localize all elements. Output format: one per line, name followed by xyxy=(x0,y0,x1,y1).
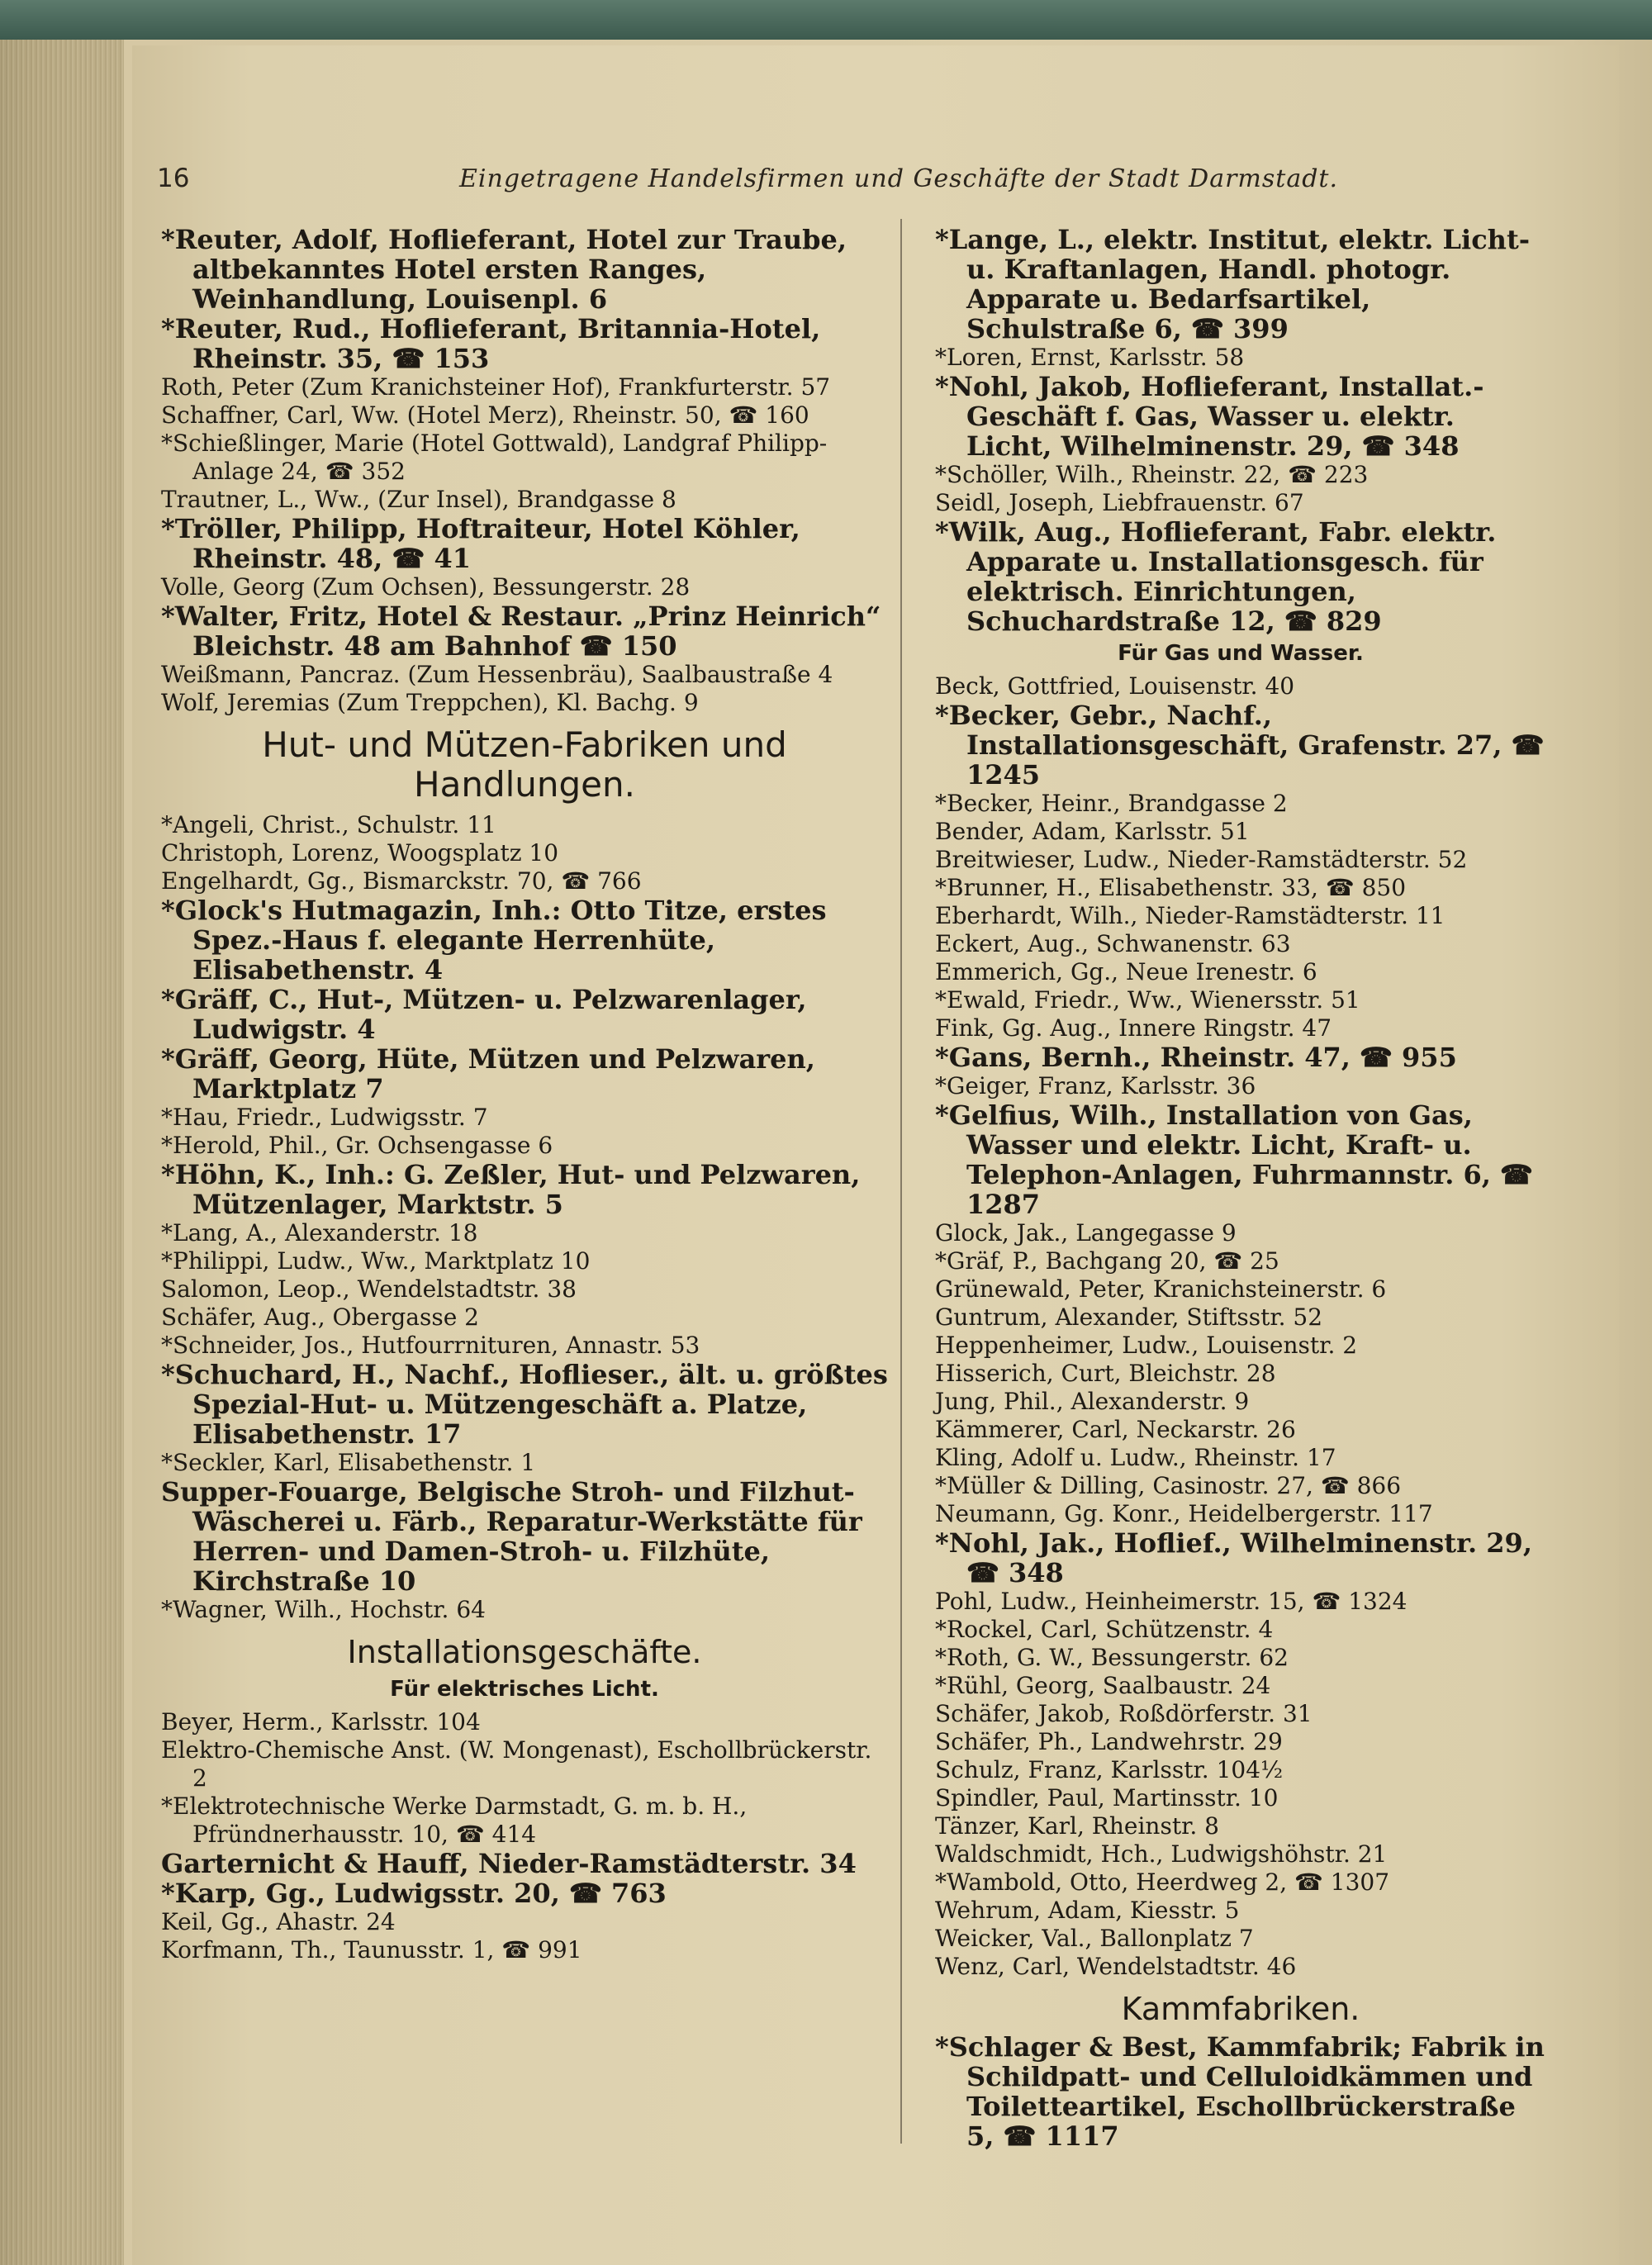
directory-entry: Trautner, L., Ww., (Zur Insel), Brandgasse 8 xyxy=(161,486,676,513)
directory-entry: *Gräff, C., Hut-, Mützen- u. Pelzwarenlager, Ludwigstr. 4 xyxy=(161,984,807,1045)
directory-entry: *Becker, Gebr., Nachf., Installationsgeschäft, Grafenstr. 27, ☎ 1245 xyxy=(935,700,1545,791)
directory-entry: Schäfer, Jakob, Roßdörferstr. 31 xyxy=(935,1700,1313,1727)
directory-entry: *Lang, A., Alexanderstr. 18 xyxy=(161,1219,478,1246)
directory-entry: Heppenheimer, Ludw., Louisenstr. 2 xyxy=(935,1332,1358,1359)
directory-entry: Schäfer, Ph., Landwehrstr. 29 xyxy=(935,1728,1283,1755)
directory-entry: *Gräf, P., Bachgang 20, ☎ 25 xyxy=(935,1247,1279,1275)
directory-entry: Wehrum, Adam, Kiesstr. 5 xyxy=(935,1897,1240,1924)
directory-entry: *Seckler, Karl, Elisabethenstr. 1 xyxy=(161,1449,536,1476)
directory-entry: *Karp, Gg., Ludwigsstr. 20, ☎ 763 xyxy=(161,1878,667,1909)
directory-entry: Glock, Jak., Langegasse 9 xyxy=(935,1219,1237,1246)
directory-entry: Neumann, Gg. Konr., Heidelbergerstr. 117 xyxy=(935,1500,1433,1527)
directory-entry: Supper-Fouarge, Belgische Stroh- und Filzhut-Wäscherei u. Färb., Reparatur-Werkstätte für Herren- und Damen-Stroh- u. Filzhüte, Kirchstraße 10 xyxy=(161,1476,862,1597)
directory-entry: *Ewald, Friedr., Ww., Wienersstr. 51 xyxy=(935,986,1360,1014)
left-column xyxy=(161,225,888,1964)
directory-entry: Eberhardt, Wilh., Nieder-Ramstädterstr. 11 xyxy=(935,902,1446,929)
section-heading-hat-shops: Hut- und Mützen-Fabriken und Handlungen. xyxy=(262,724,787,805)
entry-list xyxy=(935,2032,1546,2151)
directory-entry: Korfmann, Th., Taunusstr. 1, ☎ 991 xyxy=(161,1936,582,1963)
directory-entry: Breitwieser, Ludw., Nieder-Ramstädterstr. 52 xyxy=(935,846,1468,873)
directory-entry: *Wilk, Aug., Hoflieferant, Fabr. elektr. Apparate u. Installationsgesch. für elektrisch. Einrichtungen, Schuchardstraße 12, ☎ 829 xyxy=(935,516,1497,637)
directory-entry: Garternicht & Hauff, Nieder-Ramstädterstr. 34 xyxy=(161,1848,857,1879)
directory-entry: Grünewald, Peter, Kranichsteinerstr. 6 xyxy=(935,1275,1387,1303)
directory-entry: *Schlager & Best, Kammfabrik; Fabrik in Schildpatt- und Celluloidkämmen und Toiletteartikel, Eschollbrückerstraße 5, ☎ 1117 xyxy=(935,2031,1545,2152)
directory-entry: *Wambold, Otto, Heerdweg 2, ☎ 1307 xyxy=(935,1869,1390,1896)
directory-entry: *Roth, G. W., Bessungerstr. 62 xyxy=(935,1644,1289,1671)
directory-entry: *Wagner, Wilh., Hochstr. 64 xyxy=(161,1596,486,1623)
directory-entry: *Geiger, Franz, Karlsstr. 36 xyxy=(935,1072,1256,1099)
page-edges xyxy=(0,0,124,2265)
directory-entry: *Schneider, Jos., Hutfourrnituren, Annastr. 53 xyxy=(161,1332,700,1359)
directory-entry: Hisserich, Curt, Bleichstr. 28 xyxy=(935,1360,1276,1387)
right-column xyxy=(935,225,1546,2151)
directory-entry: Kling, Adolf u. Ludw., Rheinstr. 17 xyxy=(935,1444,1336,1471)
directory-entry: Eckert, Aug., Schwanenstr. 63 xyxy=(935,930,1291,957)
directory-entry: Schaffner, Carl, Ww. (Hotel Merz), Rheinstr. 50, ☎ 160 xyxy=(161,401,809,429)
directory-entry: *Angeli, Christ., Schulstr. 11 xyxy=(161,811,496,838)
directory-entry: *Herold, Phil., Gr. Ochsengasse 6 xyxy=(161,1132,553,1159)
directory-entry: Guntrum, Alexander, Stiftsstr. 52 xyxy=(935,1303,1323,1331)
directory-entry: Fink, Gg. Aug., Innere Ringstr. 47 xyxy=(935,1014,1332,1042)
directory-entry: Bender, Adam, Karlsstr. 51 xyxy=(935,818,1250,845)
directory-entry: Seidl, Joseph, Liebfrauenstr. 67 xyxy=(935,489,1304,516)
directory-entry: Pohl, Ludw., Heinheimerstr. 15, ☎ 1324 xyxy=(935,1588,1408,1615)
subheading-gas-water: Für Gas und Wasser. xyxy=(1118,641,1364,666)
directory-entry: *Lange, L., elektr. Institut, elektr. Licht- u. Kraftanlagen, Handl. photogr. Apparate u. Bedarfsartikel, Schulstraße 6, ☎ 399 xyxy=(935,224,1530,344)
page-number: 16 xyxy=(157,164,190,193)
directory-entry: *Schöller, Wilh., Rheinstr. 22, ☎ 223 xyxy=(935,461,1369,488)
directory-entry: *Müller & Dilling, Casinostr. 27, ☎ 866 xyxy=(935,1472,1402,1499)
directory-entry: Beck, Gottfried, Louisenstr. 40 xyxy=(935,672,1295,700)
column-divider xyxy=(900,219,902,2144)
section-heading-installation: Installationsgeschäfte. xyxy=(347,1634,702,1670)
directory-entry: Jung, Phil., Alexanderstr. 9 xyxy=(935,1388,1250,1415)
directory-entry: *Rühl, Georg, Saalbaustr. 24 xyxy=(935,1672,1271,1699)
running-head-title: Eingetragene Handelsfirmen und Geschäfte der Stadt Darmstadt. xyxy=(459,164,1338,193)
section-heading-comb-factories: Kammfabriken. xyxy=(1121,1991,1360,2027)
directory-entry: Keil, Gg., Ahastr. 24 xyxy=(161,1908,396,1935)
directory-entry: Tänzer, Karl, Rheinstr. 8 xyxy=(935,1812,1219,1840)
directory-entry: *Reuter, Rud., Hoflieferant, Britannia-Hotel, Rheinstr. 35, ☎ 153 xyxy=(161,313,821,374)
directory-entry: *Rockel, Carl, Schützenstr. 4 xyxy=(935,1616,1274,1643)
entry-list xyxy=(161,1708,888,1964)
directory-entry: Salomon, Leop., Wendelstadtstr. 38 xyxy=(161,1275,577,1303)
directory-entry: Engelhardt, Gg., Bismarckstr. 70, ☎ 766 xyxy=(161,867,642,895)
directory-entry: Spindler, Paul, Martinsstr. 10 xyxy=(935,1784,1279,1812)
entry-list xyxy=(161,811,888,1624)
directory-entry: Weicker, Val., Ballonplatz 7 xyxy=(935,1925,1254,1952)
directory-entry: *Elektrotechnische Werke Darmstadt, G. m. b. H., Pfründnerhausstr. 10, ☎ 414 xyxy=(161,1793,748,1848)
directory-entry: *Glock's Hutmagazin, Inh.: Otto Titze, erstes Spez.-Haus f. elegante Herrenhüte, Elisabethenstr. 4 xyxy=(161,895,827,985)
directory-entry: *Schießlinger, Marie (Hotel Gottwald), Landgraf Philipp-Anlage 24, ☎ 352 xyxy=(161,430,828,485)
directory-entry: *Höhn, K., Inh.: G. Zeßler, Hut- und Pelzwaren, Mützenlager, Marktstr. 5 xyxy=(161,1159,861,1220)
directory-entry: Kämmerer, Carl, Neckarstr. 26 xyxy=(935,1416,1296,1443)
directory-entry: *Walter, Fritz, Hotel & Restaur. „Prinz Heinrich“ Bleichstr. 48 am Bahnhof ☎ 150 xyxy=(161,601,881,662)
directory-entry: *Gräff, Georg, Hüte, Mützen und Pelzwaren, Marktplatz 7 xyxy=(161,1043,815,1104)
directory-entry: Waldschmidt, Hch., Ludwigshöhstr. 21 xyxy=(935,1840,1388,1868)
directory-entry: *Tröller, Philipp, Hoftraiteur, Hotel Köhler, Rheinstr. 48, ☎ 41 xyxy=(161,513,800,574)
directory-entry: Volle, Georg (Zum Ochsen), Bessungerstr. 28 xyxy=(161,573,691,601)
directory-entry: Wolf, Jeremias (Zum Treppchen), Kl. Bachg. 9 xyxy=(161,689,699,716)
directory-entry: *Becker, Heinr., Brandgasse 2 xyxy=(935,790,1288,817)
directory-entry: *Nohl, Jak., Hoflief., Wilhelminenstr. 29, ☎ 348 xyxy=(935,1527,1532,1588)
directory-entry: Weißmann, Pancraz. (Zum Hessenbräu), Saalbaustraße 4 xyxy=(161,661,833,688)
directory-entry: Roth, Peter (Zum Kranichsteiner Hof), Frankfurterstr. 57 xyxy=(161,373,831,401)
entry-list xyxy=(935,225,1546,636)
directory-entry: Emmerich, Gg., Neue Irenestr. 6 xyxy=(935,958,1317,985)
directory-entry: *Loren, Ernst, Karlsstr. 58 xyxy=(935,344,1245,371)
running-head xyxy=(157,164,1338,213)
directory-entry: Elektro-Chemische Anst. (W. Mongenast), Eschollbrückerstr. 2 xyxy=(161,1736,872,1792)
entry-list xyxy=(935,672,1546,1981)
directory-entry: *Brunner, H., Elisabethenstr. 33, ☎ 850 xyxy=(935,874,1407,901)
directory-entry: *Philippi, Ludw., Ww., Marktplatz 10 xyxy=(161,1247,591,1275)
directory-entry: *Nohl, Jakob, Hoflieferant, Installat.-Geschäft f. Gas, Wasser u. elektr. Licht, Wilhelminenstr. 29, ☎ 348 xyxy=(935,371,1484,462)
book-cover-edge xyxy=(0,0,1652,40)
directory-entry: Beyer, Herm., Karlsstr. 104 xyxy=(161,1708,481,1736)
subheading-electric-light: Für elektrisches Licht. xyxy=(390,1677,659,1702)
directory-entry: Schäfer, Aug., Obergasse 2 xyxy=(161,1303,479,1331)
directory-entry: Wenz, Carl, Wendelstadtstr. 46 xyxy=(935,1953,1297,1980)
directory-entry: *Schuchard, H., Nachf., Hoflieser., ält. u. größtes Spezial-Hut- u. Mützengeschäft a. Platze, Elisabethenstr. 17 xyxy=(161,1359,888,1450)
directory-entry: Christoph, Lorenz, Woogsplatz 10 xyxy=(161,839,559,867)
directory-entry: *Gans, Bernh., Rheinstr. 47, ☎ 955 xyxy=(935,1042,1457,1073)
directory-entry: *Hau, Friedr., Ludwigsstr. 7 xyxy=(161,1104,488,1131)
directory-entry: Schulz, Franz, Karlsstr. 104½ xyxy=(935,1756,1284,1783)
directory-entry: *Reuter, Adolf, Hoflieferant, Hotel zur Traube, altbekanntes Hotel ersten Ranges, Weinhandlung, Louisenpl. 6 xyxy=(161,224,847,315)
directory-entry: *Gelfius, Wilh., Installation von Gas, Wasser und elektr. Licht, Kraft- u. Telephon-Anlagen, Fuhrmannstr. 6, ☎ 1287 xyxy=(935,1099,1533,1220)
entry-list xyxy=(161,225,888,717)
